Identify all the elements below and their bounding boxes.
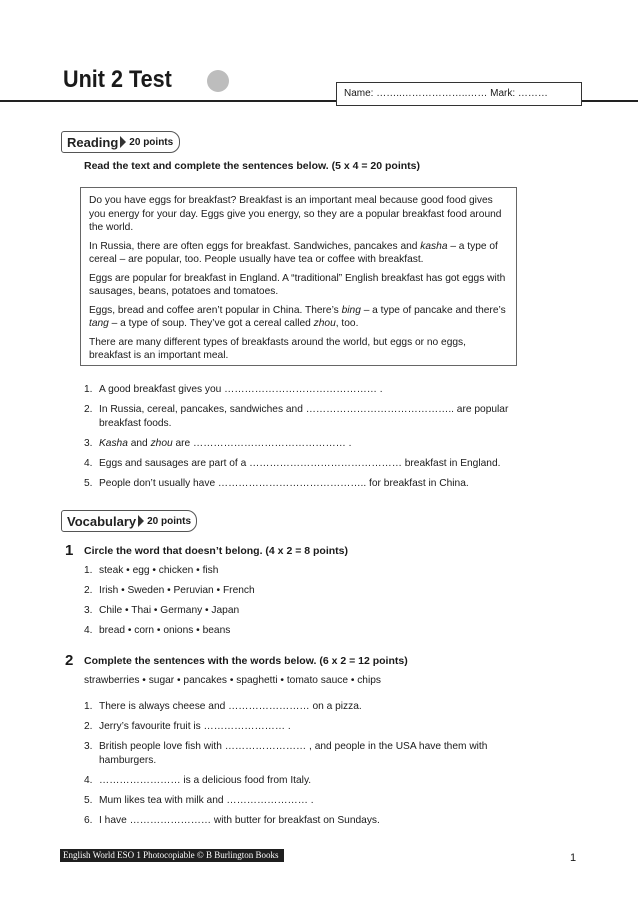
list-item: 5. Mum likes tea with milk and …………………… . [84,795,314,806]
exercise-instruction: Complete the sentences with the words below. (6 x 2 = 12 points) [84,655,408,667]
list-item: 4. bread • corn • onions • beans [84,625,231,636]
reading-paragraph: In Russia, there are often eggs for breakfast. Sandwiches, pancakes and kasha – a type of cereal – are popular, too. People usually have tea or coffee with breakfast. [89,240,498,265]
reading-question-list [84,383,564,491]
list-item: 3. Chile • Thai • Germany • Japan [84,605,240,616]
reading-section-name: Reading [67,134,119,150]
list-item: 2. Irish • Sweden • Peruvian • French [84,585,255,596]
reading-paragraph: Do you have eggs for breakfast? Breakfast is an important meal because good food gives you energy for your day. Eggs give you energy, so they are a popular breakfast food around the world. [89,195,502,233]
list-item: 1. steak • egg • chicken • fish [84,565,219,576]
list-item: 3. Kasha and zhou are ……………………………………… . [84,438,352,449]
title-dot-decoration [207,70,229,92]
list-item: 3. British people love fish with …………………… , and people in the USA have them with hamburgers. [84,741,488,766]
exercise-2-list [84,700,564,828]
reading-instruction: Read the text and complete the sentences below. (5 x 4 = 20 points) [84,160,420,172]
word-bank: strawberries • sugar • pancakes • spaghetti • tomato sauce • chips [84,675,381,686]
list-item: 4. Eggs and sausages are part of a ……………………………………… breakfast in England. [84,458,501,469]
name-mark-box[interactable]: Name: ……..………………..…… Mark: ……… [336,82,582,106]
exercise-instruction: Circle the word that doesn’t belong. (4 x 2 = 8 points) [84,545,348,557]
list-item: 4. …………………… is a delicious food from Italy. [84,775,312,786]
reading-points: 20 points [129,136,174,148]
reading-paragraph: There are many different types of breakfasts around the world, but eggs or no eggs, breakfast is an important meal. [89,336,466,361]
reading-paragraph: Eggs are popular for breakfast in England. A “traditional” English breakfast has got eggs with sausages, beans, potatoes and tomatoes. [89,272,506,297]
vocabulary-points: 20 points [147,515,192,527]
list-item: 2. In Russia, cereal, pancakes, sandwiches and …………………………………….. are popular breakfast foods. [84,404,509,429]
list-item: 5. People don’t usually have …………………………………….. for breakfast in China. [84,478,469,489]
exercise-number: 1 [65,542,74,559]
vocabulary-section-tab [61,510,197,532]
page-number: 1 [570,852,577,864]
list-item: 1. There is always cheese and …………………… on a pizza. [84,701,362,712]
exercise-number: 2 [65,652,74,669]
page-title: Unit 2 Test [63,66,172,93]
exercise-1-list [84,564,564,638]
triangle-arrow-icon [138,515,144,527]
list-item: 2. Jerry’s favourite fruit is …………………… . [84,721,291,732]
triangle-arrow-icon [120,136,126,148]
reading-section-tab [61,131,180,153]
reading-paragraph: Eggs, bread and coffee aren’t popular in China. There’s bing – a type of pancake and there’s tang – a type of soup. They’ve got a cereal called zhou, too. [89,304,506,329]
list-item: 6. I have …………………… with butter for breakfast on Sundays. [84,815,380,826]
reading-text-box [80,187,517,366]
vocabulary-section-name: Vocabulary [67,513,137,529]
list-item: 1. A good breakfast gives you ……………………………………… . [84,384,383,395]
copyright-footer: English World ESO 1 Photocopiable © B Burlington Books [60,849,284,862]
